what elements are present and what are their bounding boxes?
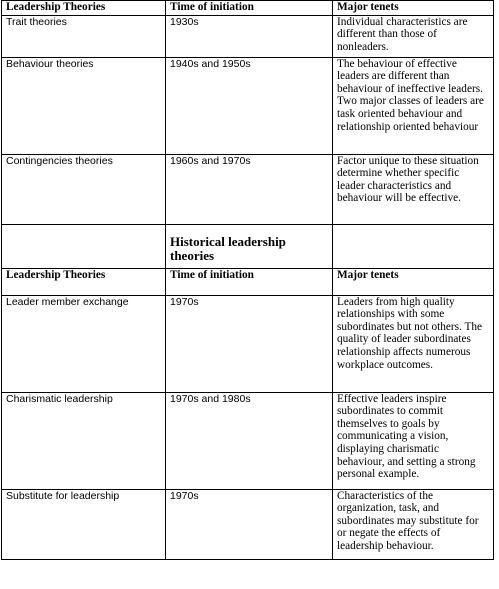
theory-cell: Contingencies theories — [2, 154, 166, 224]
table-row — [2, 392, 494, 489]
header-theory: Leadership Theories — [2, 268, 166, 295]
header-time: Time of initiation — [166, 1, 333, 16]
table-row — [2, 489, 494, 559]
time-cell: 1960s and 1970s — [166, 154, 333, 224]
time-cell: 1970s and 1980s — [166, 392, 333, 489]
tenets-cell: Characteristics of the organization, task, and subordinates may substitute for or negate the effects of leadership behaviour. — [333, 489, 494, 559]
tenets-cell: The behaviour of effective leaders are different than behaviour of ineffective leaders. Two major classes of leaders are task oriented behaviour and relationship oriented behaviour — [333, 57, 494, 154]
theory-cell: Behaviour theories — [2, 57, 166, 154]
header-time: Time of initiation — [166, 268, 333, 295]
theory-cell: Substitute for leadership — [2, 489, 166, 559]
table-row — [2, 154, 494, 224]
tenets-cell: Effective leaders inspire subordinates to commit themselves to goals by communicating a vision, displaying charismatic behaviour, and setting a strong personal example. — [333, 392, 494, 489]
header-tenets: Major tenets — [333, 268, 494, 295]
table-row — [2, 57, 494, 154]
tenets-cell: Factor unique to these situation determine whether specific leader characteristics and behaviour will be effective. — [333, 154, 494, 224]
section-title-row — [2, 224, 494, 268]
empty-cell — [2, 224, 166, 268]
time-cell: 1940s and 1950s — [166, 57, 333, 154]
table-row — [2, 295, 494, 392]
time-cell: 1930s — [166, 15, 333, 57]
time-cell: 1970s — [166, 489, 333, 559]
section-title: Historical leadership theories — [166, 224, 333, 268]
theory-cell: Charismatic leadership — [2, 392, 166, 489]
theory-cell: Leader member exchange — [2, 295, 166, 392]
tenets-cell: Leaders from high quality relationships with some subordinates but not others. The quality of leader subordinates relationship affects numerous workplace outcomes. — [333, 295, 494, 392]
table-row — [2, 15, 494, 57]
header-tenets: Major tenets — [333, 1, 494, 16]
header-theory: Leadership Theories — [2, 1, 166, 16]
table-header-row — [2, 268, 494, 295]
theory-cell: Trait theories — [2, 15, 166, 57]
empty-cell — [333, 224, 494, 268]
table-header-row — [2, 1, 494, 16]
time-cell: 1970s — [166, 295, 333, 392]
tenets-cell: Individual characteristics are different than those of nonleaders. — [333, 15, 494, 57]
leadership-theories-table — [1, 0, 494, 560]
